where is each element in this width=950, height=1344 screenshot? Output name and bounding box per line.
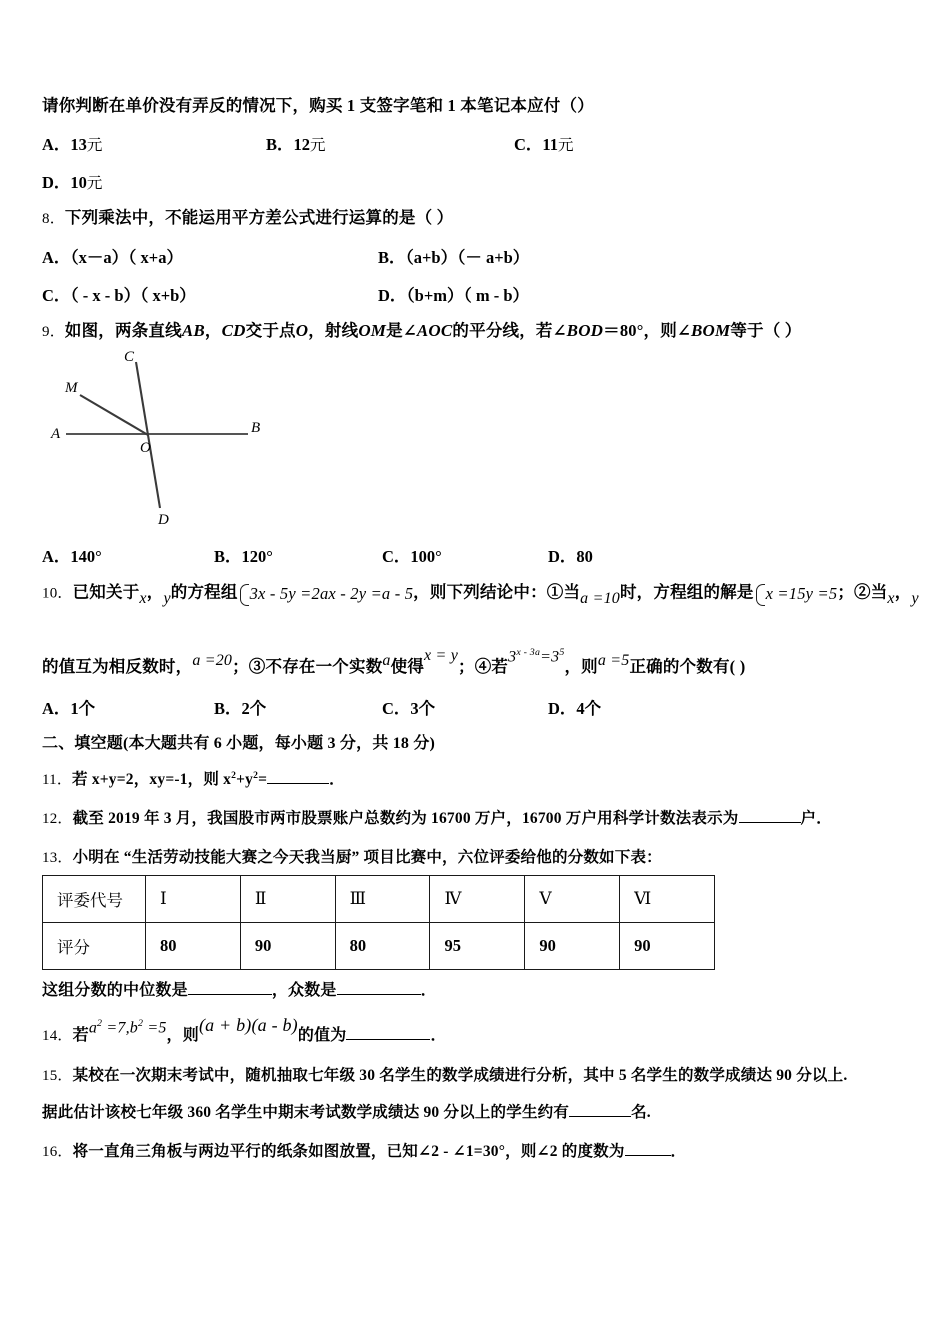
question-10-options-row bbox=[42, 695, 920, 721]
table-header-label: 评委代号 bbox=[43, 876, 146, 923]
table-cell-judge-4: Ⅳ bbox=[430, 876, 525, 923]
question-11: 11．若 x+y=2，xy=-1，则 $x^2+y^2=$ ． bbox=[42, 770, 345, 789]
label-a: A bbox=[51, 426, 61, 443]
q7-option-b[interactable]: B．12元 bbox=[266, 135, 326, 155]
table-row-scores bbox=[43, 923, 715, 970]
question-16: 16．将一直角三角板与两边平行的纸条如图放置，已知∠2 - ∠1=30°，则∠2 的度数为 ． bbox=[42, 1143, 687, 1161]
q10-option-a[interactable]: A．1个 bbox=[42, 698, 96, 718]
table-row-header bbox=[43, 876, 715, 923]
q14-expression: (a + b)(a - b) bbox=[198, 1014, 298, 1035]
q8-option-a[interactable]: A．（x－a）（ x+a） bbox=[42, 247, 183, 267]
question-7-stem: 请你判断在单价没有弄反的情况下，购买 1 支签字笔和 1 本笔记本应付（） bbox=[42, 96, 594, 115]
judges-score-table bbox=[42, 875, 715, 970]
q10-option-c[interactable]: C．3个 bbox=[382, 698, 436, 718]
q8-option-b[interactable]: B．（a+b）（－ a+b） bbox=[378, 247, 530, 267]
label-c: C bbox=[124, 349, 135, 366]
intersecting-lines-diagram bbox=[48, 348, 278, 528]
question-8-stem: 8．下列乘法中，不能运用平方差公式进行运算的是（ ） bbox=[42, 208, 454, 228]
q7-option-c[interactable]: C．11元 bbox=[514, 135, 574, 155]
question-10-line-1: 10．已知关于x，y的方程组 3x - 5y =2ax - 2y =a - 5，则下列结论中：①当a =10时，方程组的解是 x =15y =5；②当x，y bbox=[42, 582, 919, 607]
question-12: 12．截至 2019 年 3 月，我国股市两市股票账户总数约为 16700 万户，16700 万户用科学计数法表示为 户． bbox=[42, 810, 832, 828]
q10-equation-system-2: x =15y =5 bbox=[754, 583, 838, 604]
table-cell-judge-6: Ⅵ bbox=[620, 876, 715, 923]
table-cell-judge-3: Ⅲ bbox=[335, 876, 430, 923]
question-9-options-row bbox=[42, 543, 920, 569]
question-14: 14．若$a^2 =7,b^2 =5$，则(a + b)(a - b)的值为 ． bbox=[42, 1014, 447, 1044]
question-9-figure bbox=[48, 348, 920, 533]
q9-option-c[interactable]: C．100° bbox=[382, 547, 442, 567]
q11-answer-blank[interactable] bbox=[267, 783, 329, 784]
table-cell-score-3: 80 bbox=[335, 923, 430, 970]
table-cell-judge-5: Ⅴ bbox=[525, 876, 620, 923]
table-cell-judge-1: Ⅰ bbox=[146, 876, 241, 923]
question-8-options-row-2 bbox=[42, 282, 920, 308]
q10-equation-system-1: 3x - 5y =2ax - 2y =a - 5 bbox=[238, 583, 414, 604]
label-m: M bbox=[65, 380, 78, 397]
question-10-line-2: 的值互为相反数时，a =20；③不存在一个实数a使得x = y；④若$3^{x - 3a}=3^5$，则a =5正确的个数有( ) bbox=[42, 647, 746, 677]
question-7-options-row-2 bbox=[42, 169, 920, 195]
q9-option-b[interactable]: B．120° bbox=[214, 547, 273, 567]
question-15-line-2: 据此估计该校七年级 360 名学生中期末考试数学成绩达 90 分以上的学生约有 名. bbox=[42, 1104, 651, 1122]
table-row-label: 评分 bbox=[43, 923, 146, 970]
q8-option-d[interactable]: D．（b+m）（ m - b） bbox=[378, 285, 530, 305]
q16-answer-blank[interactable] bbox=[625, 1155, 671, 1156]
table-cell-judge-2: Ⅱ bbox=[240, 876, 335, 923]
ray-om bbox=[80, 395, 148, 435]
q7-option-a[interactable]: A．13元 bbox=[42, 135, 103, 155]
table-cell-score-2: 90 bbox=[240, 923, 335, 970]
q10-option-b[interactable]: B．2个 bbox=[214, 698, 267, 718]
q14-a-squared: $a^2 =7,b^2 =5$ bbox=[88, 1018, 167, 1037]
q15-answer-blank[interactable] bbox=[569, 1116, 631, 1117]
label-d: D bbox=[158, 512, 169, 529]
table-cell-score-4: 95 bbox=[430, 923, 525, 970]
q7-option-d[interactable]: D．10元 bbox=[42, 173, 103, 193]
question-7-options-row-1 bbox=[42, 131, 920, 157]
q10-option-d[interactable]: D．4个 bbox=[548, 698, 602, 718]
table-cell-score-6: 90 bbox=[620, 923, 715, 970]
question-8-options-row-1 bbox=[42, 244, 920, 270]
question-13-answer-line: 这组分数的中位数是 ，众数是 ． bbox=[42, 982, 437, 1000]
q10-power-expression: $3^{x - 3a}=3^5$ bbox=[508, 647, 565, 666]
q9-option-d[interactable]: D．80 bbox=[548, 547, 593, 567]
section-2-heading: 二、填空题(本大题共有 6 小题，每小题 3 分，共 18 分) bbox=[42, 734, 436, 752]
table-cell-score-1: 80 bbox=[146, 923, 241, 970]
label-o: O bbox=[140, 440, 151, 457]
question-13-stem: 13．小明在 “生活劳动技能大赛之今天我当厨” 项目比赛中，六位评委给他的分数如下表： bbox=[42, 849, 662, 867]
q12-answer-blank[interactable] bbox=[739, 822, 801, 823]
q13-mode-blank[interactable] bbox=[337, 994, 421, 995]
q8-option-c[interactable]: C．（ - x - b）（ x+b） bbox=[42, 285, 196, 305]
question-15-line-1: 15．某校在一次期末考试中，随机抽取七年级 30 名学生的数学成绩进行分析，其中 5 名学生的数学成绩达 90 分以上. bbox=[42, 1067, 848, 1085]
q9-option-a[interactable]: A．140° bbox=[42, 547, 102, 567]
table-cell-score-5: 90 bbox=[525, 923, 620, 970]
q13-median-blank[interactable] bbox=[188, 994, 272, 995]
label-b: B bbox=[251, 420, 261, 437]
question-9-stem: 9．如图，两条直线AB，CD交于点O，射线OM是∠AOC的平分线，若∠BOD＝80°，则∠BOM等于（ ） bbox=[42, 320, 802, 340]
q14-answer-blank[interactable] bbox=[346, 1039, 430, 1040]
